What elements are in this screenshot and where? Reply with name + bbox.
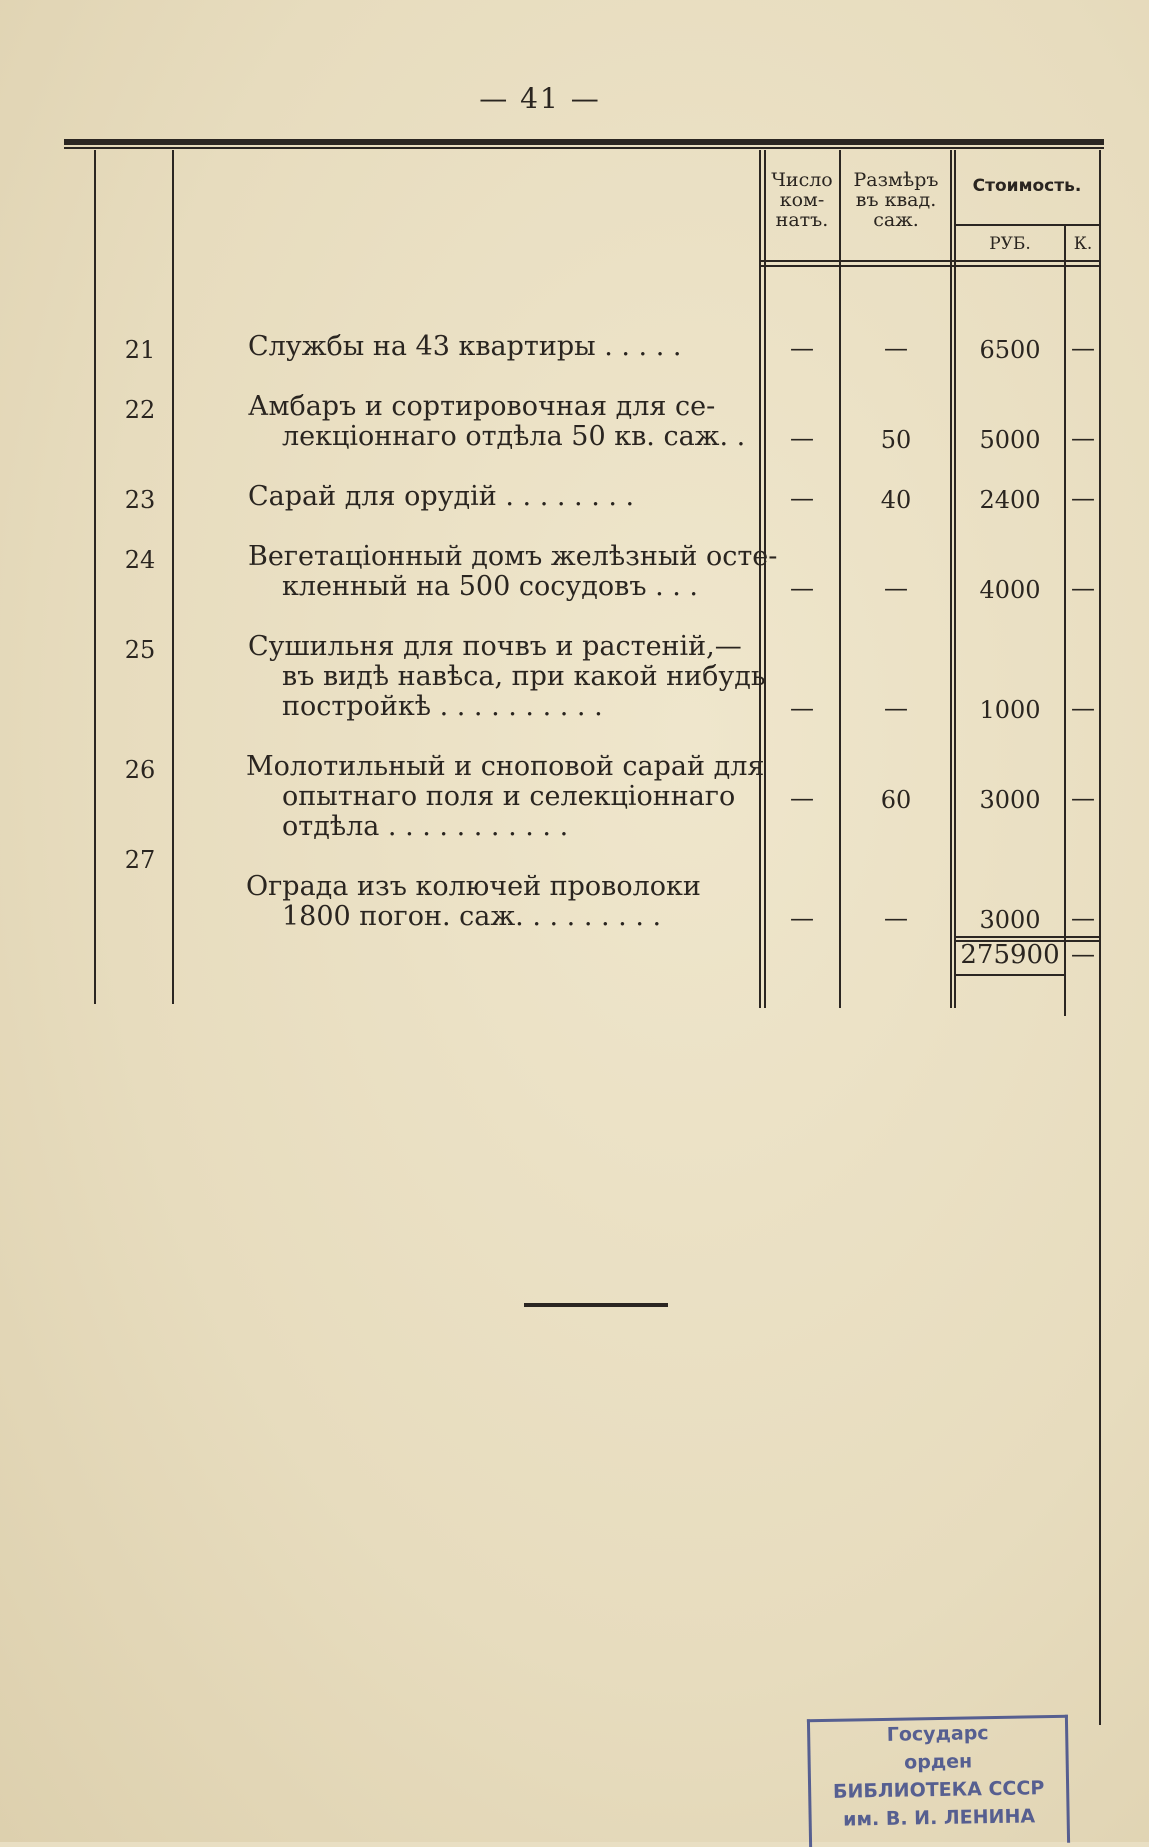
row-description: постройкѣ . . . . . . . . . . xyxy=(282,691,603,722)
row-number: 26 xyxy=(124,756,156,784)
total-line xyxy=(956,936,1101,938)
header-rub: РУБ. xyxy=(989,234,1031,254)
row-description: Сушильня для почвъ и растеній,— xyxy=(248,631,742,662)
row-description: лекціоннаго отдѣла 50 кв. саж. . xyxy=(282,421,746,452)
rub-value: 3000 xyxy=(979,786,1041,814)
row-description: въ видѣ навѣса, при какой нибудь xyxy=(282,661,766,692)
row-description: отдѣла . . . . . . . . . . . xyxy=(282,811,569,842)
col-line-desc xyxy=(759,150,761,1008)
col-line-num xyxy=(172,150,174,1004)
top-rule-thin xyxy=(64,147,1104,149)
header-size-line: саж. xyxy=(873,209,919,231)
row-number: 23 xyxy=(124,486,156,514)
row-description: 1800 погон. саж. . . . . . . . . xyxy=(282,901,662,932)
row-number: 24 xyxy=(124,546,156,574)
kop-value: — xyxy=(1071,784,1095,812)
kop-value: — xyxy=(1071,334,1095,362)
rub-value: 2400 xyxy=(979,486,1041,514)
kop-value: — xyxy=(1071,574,1095,602)
header-rooms-line: ком- xyxy=(779,189,825,211)
rooms-value: — xyxy=(790,334,814,362)
header-size-line: Размѣръ xyxy=(853,169,939,191)
size-value: — xyxy=(884,574,908,602)
header-size xyxy=(842,170,950,230)
stamp-line: им. В. И. ЛЕНИНА xyxy=(843,1805,1036,1831)
row-description: опытнаго поля и селекціоннаго xyxy=(282,781,736,812)
row-description: Вегетаціонный домъ желѣзный осте- xyxy=(248,541,778,572)
size-value: 50 xyxy=(880,426,912,454)
col-line-left xyxy=(94,150,96,1004)
size-value: — xyxy=(884,694,908,722)
row-number: 27 xyxy=(124,846,156,874)
header-bottom-line xyxy=(759,260,1101,262)
header-bottom-line-2 xyxy=(759,265,1101,267)
header-rooms-line: Число xyxy=(771,169,833,191)
page-number: — 41 — xyxy=(479,82,601,115)
kop-value: — xyxy=(1071,904,1095,932)
stamp-line: орден xyxy=(903,1750,973,1774)
cost-subheader-line xyxy=(954,224,1101,226)
top-rule xyxy=(64,139,1104,145)
library-stamp xyxy=(807,1715,1070,1847)
rub-value: 5000 xyxy=(979,426,1041,454)
total-rub: 275900 xyxy=(960,940,1060,970)
kop-value: — xyxy=(1071,694,1095,722)
header-rooms xyxy=(766,170,838,230)
total-kop: — xyxy=(1071,940,1095,968)
row-number: 21 xyxy=(124,336,156,364)
col-line-size xyxy=(950,150,952,1008)
header-size-line: въ квад. xyxy=(855,189,937,211)
row-description: Сарай для орудій . . . . . . . . xyxy=(248,481,635,512)
kop-value: — xyxy=(1071,424,1095,452)
rooms-value: — xyxy=(790,424,814,452)
row-description: Службы на 43 квартиры . . . . . xyxy=(248,331,682,362)
row-number: 25 xyxy=(124,636,156,664)
header-rooms-line: натъ. xyxy=(775,209,829,231)
kop-value: — xyxy=(1071,484,1095,512)
rub-value: 1000 xyxy=(979,696,1041,724)
header-kop: К. xyxy=(1073,234,1093,254)
stamp-line: Государс xyxy=(886,1722,989,1746)
row-number: 22 xyxy=(124,396,156,424)
rooms-value: — xyxy=(790,484,814,512)
col-line-rooms xyxy=(839,150,841,1008)
header-cost: Стоимость. xyxy=(972,176,1082,196)
rooms-value: — xyxy=(790,904,814,932)
rooms-value: — xyxy=(790,574,814,602)
rooms-value: — xyxy=(790,694,814,722)
size-value: 40 xyxy=(880,486,912,514)
size-value: 60 xyxy=(880,786,912,814)
row-description: Амбаръ и сортировочная для се- xyxy=(248,391,716,422)
stamp-line: БИБЛИОТЕКА СССР xyxy=(832,1777,1045,1803)
size-value: — xyxy=(884,904,908,932)
row-description: кленный на 500 сосудовъ . . . xyxy=(282,571,698,602)
rooms-value: — xyxy=(790,784,814,812)
rub-value: 4000 xyxy=(979,576,1041,604)
size-value: — xyxy=(884,334,908,362)
rub-value: 3000 xyxy=(979,906,1041,934)
total-bottom-line xyxy=(956,974,1066,976)
row-description: Молотильный и сноповой сарай для xyxy=(246,751,765,782)
closing-rule xyxy=(524,1303,668,1307)
rub-value: 6500 xyxy=(979,336,1041,364)
row-description: Ограда изъ колючей проволоки xyxy=(246,871,701,902)
